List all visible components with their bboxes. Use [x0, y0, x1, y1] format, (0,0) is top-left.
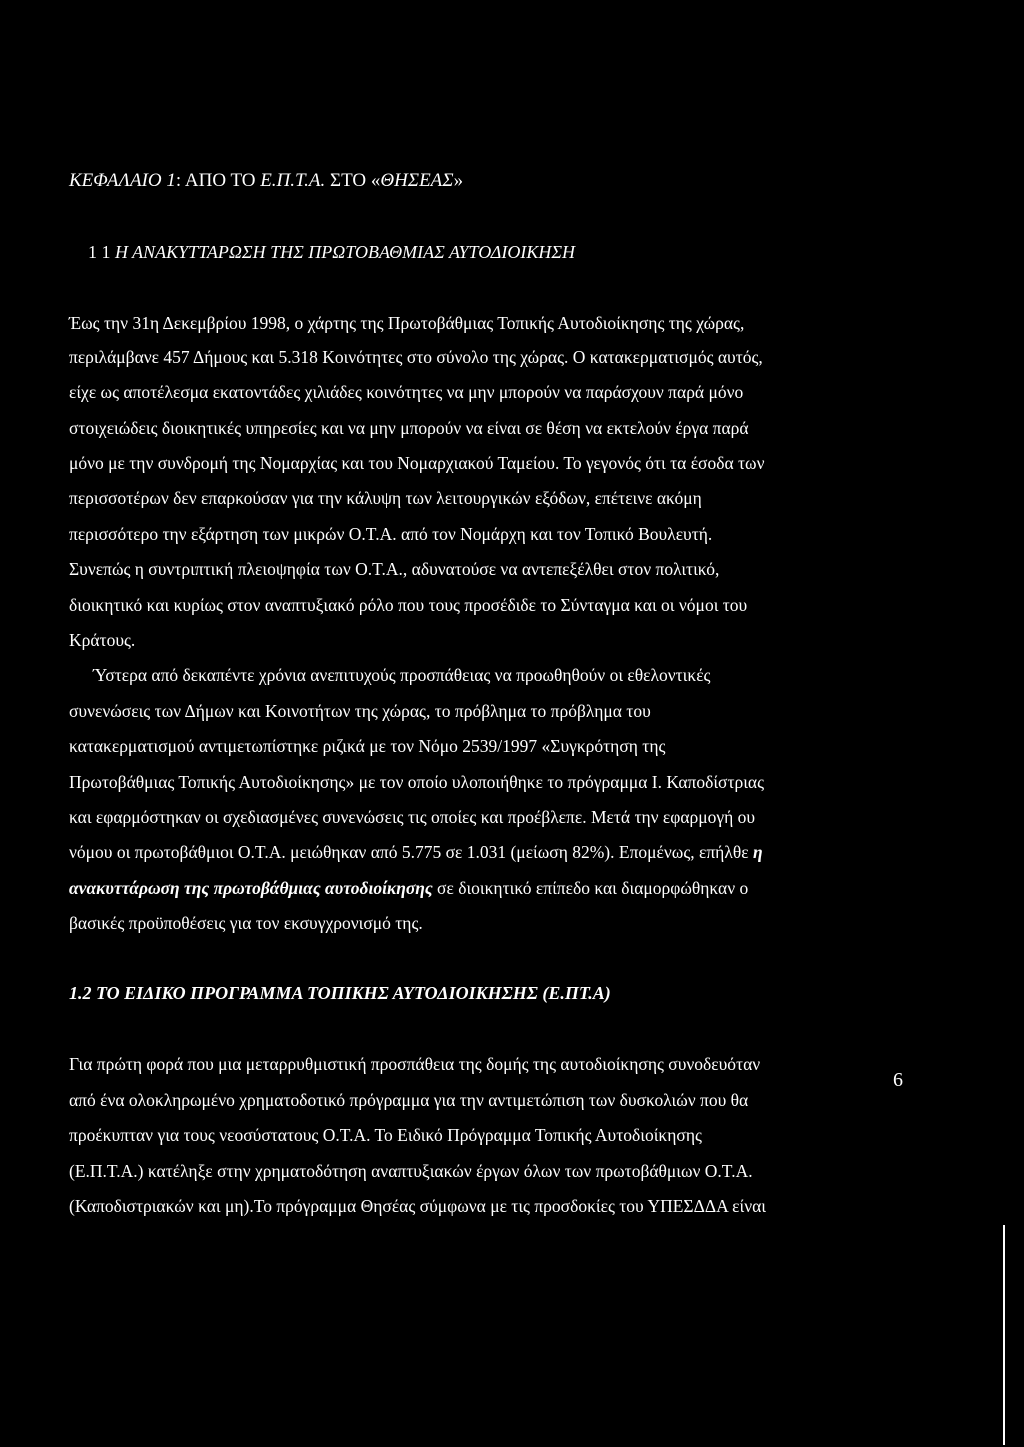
paragraph-line: περισσοτέρων δεν επαρκούσαν για την κάλυψη των λειτουργικών εξόδων, επέτεινε ακόμη [69, 488, 702, 508]
paragraph-line: και εφαρμόστηκαν οι σχεδιασμένες συνενώσεις τις οποίες και προέβλεπε. Μετά την εφαρμογή ου [69, 807, 756, 827]
paragraph-line: Ύστερα από δεκαπέντε χρόνια ανεπιτυχούς προσπάθειας να προωθηθούν οι εθελοντικές [93, 665, 711, 685]
paragraph-line: κατακερματισμού αντιμετωπίστηκε ριζικά με τον Νόμο 2539/1997 «Συγκρότηση της [69, 736, 666, 756]
paragraph-line: είχε ως αποτέλεσμα εκατοντάδες χιλιάδες κοινότητες να μην μπορούν να παράσχουν παρά μόνο [69, 382, 744, 402]
paragraph-line: συνενώσεις των Δήμων και Κοινοτήτων της χώρας, το πρόβλημα το πρόβλημα του [69, 701, 651, 721]
margin-rule [1003, 1225, 1005, 1445]
chapter-title: ΚΕΦΑΛΑΙΟ 1: ΑΠΟ ΤΟ Ε.Π.Τ.Α. ΣΤΟ «ΘΗΣΕΑΣ» [69, 170, 464, 191]
page-number: 6 [893, 1069, 903, 1091]
paragraph-line: ανακυττάρωση της πρωτοβάθμιας αυτοδιοίκησης σε διοικητικό επίπεδο και διαμορφώθηκαν ο [69, 878, 749, 898]
paragraph-line: Κράτους. [69, 630, 136, 650]
paragraph-line: νόμου οι πρωτοβάθμιοι Ο.Τ.Α. μειώθηκαν από 5.775 σε 1.031 (μείωση 82%). Επομένως, επήλθε η [69, 842, 763, 862]
emphasis-text: η [752, 842, 763, 862]
paragraph-line: προέκυπταν για τους νεοσύστατους Ο.Τ.Α. Το Ειδικό Πρόγραμμα Τοπικής Αυτοδιοίκησης [69, 1125, 702, 1145]
paragraph-line: στοιχειώδεις διοικητικές υπηρεσίες και να μην μπορούν να είναι σε θέση να εκτελούν έργα παρά [69, 418, 749, 438]
paragraph-line: περισσότερο την εξάρτηση των μικρών Ο.Τ.Α. από τον Νομάρχη και τον Τοπικό Βουλευτή. [69, 524, 713, 544]
paragraph-line: διοικητικό και κυρίως στον αναπτυξιακό ρόλο που τους προσέδιδε το Σύνταγμα και οι νόμοι του [69, 595, 748, 615]
paragraph-line: Συνεπώς η συντριπτική πλειοψηφία των Ο.Τ.Α., αδυνατούσε να αντεπεξέλθει στον πολιτικό, [69, 559, 720, 579]
section-heading-1-1: 1 1 Η ΑΝΑΚΥΤΤΑΡΩΣΗ ΤΗΣ ΠΡΩΤΟΒΑΘΜΙΑΣ ΑΥΤΟΔΙΟΙΚΗΣΗ [88, 242, 576, 262]
paragraph-line: βασικές προϋποθέσεις για τον εκσυγχρονισμό της. [69, 913, 423, 933]
paragraph-line: Έως την 31η Δεκεμβρίου 1998, ο χάρτης της Πρωτοβάθμιας Τοπικής Αυτοδιοίκησης της χώρας, [69, 313, 745, 333]
paragraph-line: Για πρώτη φορά που μια μεταρρυθμιστική προσπάθεια της δομής της αυτοδιοίκησης συνοδευόταν [69, 1054, 761, 1074]
paragraph-line: Πρωτοβάθμιας Τοπικής Αυτοδιοίκησης» με τον οποίο υλοποιήθηκε το πρόγραμμα Ι. Καποδίστριας [69, 772, 765, 792]
paragraph-line: μόνο με την συνδρομή της Νομαρχίας και του Νομαρχιακού Ταμείου. Το γεγονός ότι τα έσοδα των [69, 453, 765, 473]
paragraph-line: (Ε.Π.Τ.Α.) κατέληξε στην χρηματοδότηση αναπτυξιακών έργων όλων των πρωτοβάθμιων Ο.Τ.Α. [69, 1161, 753, 1181]
paragraph-line: (Καποδιστριακών και μη).Το πρόγραμμα Θησέας σύμφωνα με τις προσδοκίες του ΥΠΕΣΔΔΑ είναι [69, 1196, 767, 1216]
section-heading-1-2: 1.2 ΤΟ ΕΙΔΙΚΟ ΠΡΟΓΡΑΜΜΑ ΤΟΠΙΚΗΣ ΑΥΤΟΔΙΟΙΚΗΣΗΣ (Ε.ΠΤ.Α) [69, 983, 611, 1003]
emphasis-text: ανακυττάρωση της πρωτοβάθμιας αυτοδιοίκησης [69, 878, 433, 898]
paragraph-line: περιλάμβανε 457 Δήμους και 5.318 Κοινότητες στο σύνολο της χώρας. Ο κατακερματισμός αυτός, [69, 347, 763, 367]
paragraph-line: από ένα ολοκληρωμένο χρηματοδοτικό πρόγραμμα για την αντιμετώπιση των δυσκολιών που θα [69, 1090, 749, 1110]
